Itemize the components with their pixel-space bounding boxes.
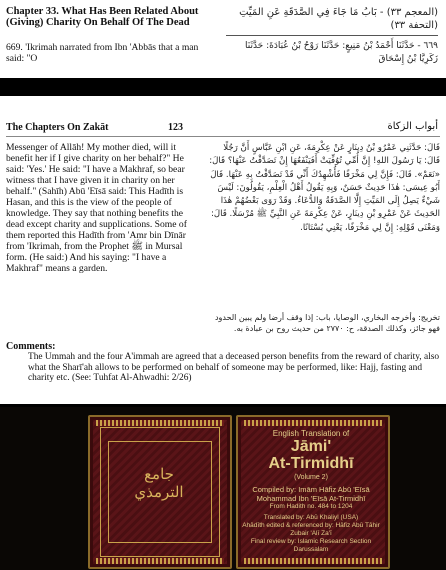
cover-title-line1: Jāmi': [290, 438, 332, 455]
book-page: [0, 96, 446, 404]
arabic-isnad: ٦٦٩ - حَدَّثَنَا أَحْمَدُ بْنُ مَنِيعٍ: حَدَّثَنَا رَوْحُ بْنُ عُبَادَةَ: حَدَّثَنَا زَكَرِيَّا بْنُ إِسْحَاقَ: [245, 41, 438, 64]
ornament-band: [244, 420, 382, 426]
cover-compiler: Compiled by: Imām Hāfiz Abū 'Eīsā Mohammad Ibn 'Eīsā At-Tirmidhī: [252, 485, 370, 503]
separator-band: [0, 78, 446, 96]
hadith-intro: 669. 'Ikrimah narrated from Ibn 'Abbās that a man said: "O: [6, 42, 199, 64]
arabic-column: قَالَ: حَدَّثَنِي عَمْرُو بْنُ دِينَارٍ عَنْ عِكْرِمَةَ، عَنِ ابْنِ عَبَّاسٍ أَنَّ رَجُلًا قَالَ: يَا رَسُولَ اللهِ! إِنَّ أُمِّي تُوُفِّيَتْ أَفَيَنْفَعُهَا إِنْ تَصَدَّقْتُ عَنْهَا؟ قَالَ: «نَعَمْ». قَالَ: فَإِنَّ لِي مَخْرَفًا فَأُشْهِدُكَ أَنِّي قَدْ تَصَدَّقْتُ بِهِ عَنْهَا. قَالَ أَبُو عِيسَى: هٰذَا حَدِيثٌ حَسَنٌ، وَبِهِ يَقُولُ أَهْلُ الْعِلْمِ، يَقُولُونَ: لَيْسَ شَيْءٌ يَصِلُ إِلَى المَيِّتِ إِلَّا الصَّدَقَةُ وَالدُّعَاءُ. وَقَدْ رَوَى بَعْضُهُمْ هٰذَا الحَدِيثَ عَنْ عَمْرِو بْنِ دِينَارٍ، عَنْ عِكْرِمَةَ عَنِ النَّبِيِّ ﷺ مُرْسَلًا. قَالَ: وَمَعْنَى قَوْلِهِ: إِنَّ لِي مَخْرَفًا، يَعْنِي بُسْتَانًا.: [209, 143, 440, 233]
comments-label: Comments:: [6, 341, 56, 352]
cover-translator: Translated by: Abū Khaliyl (USA): [263, 514, 359, 521]
cover-editor: Ahādīth edited & referenced by: Hāfiz Abū Tāhir Zubair 'Alī Za'ī: [242, 522, 380, 537]
cover-subtitle: English Translation of: [272, 429, 350, 438]
page-number: 123: [168, 122, 183, 133]
cover-hadith-range: From Hadith no. 484 to 1204: [269, 503, 353, 510]
ornament-band: [96, 420, 224, 426]
ornament-band: [96, 558, 224, 564]
book-front-cover: [236, 415, 390, 569]
arabic-chapter-title: (المعجم ٣٣) - بَابُ مَا جَاءَ فِي الصَّدَقَةِ عَنِ المَيِّتِ (التحفة ٣٣): [226, 6, 438, 36]
chapter-title: Chapter 33. What Has Been Related About (Giving) Charity On Behalf Of The Dead: [6, 6, 199, 28]
book-back-cover: [88, 415, 232, 569]
english-column: Messenger of Allāh! My mother died, will it benefit her if I give charity on her behalf?" He said: 'Yes.' He said: "I have a Makhraf, so bear witness that I have given it in charity on her behalf." (Sahīh) Abū 'Eīsā said: This Hadīth is Hasan, and this is the view of the people of knowledge. They say that nothing benefits the dead except charity and supplications. Some of them reported this Hadīth from 'Amr bin Dīnār from 'Ikrimah, from the Prophet ﷺ in Mursal form. (He said:) And his saying: "I have a Makhraf" means a garden.: [6, 142, 187, 274]
cover-volume: (Volume 2): [294, 474, 328, 481]
arabic-chapter-block: [226, 6, 438, 66]
chapter-header-strip: [0, 0, 446, 78]
cover-title-block: [238, 429, 384, 554]
header-rule: [6, 136, 440, 137]
running-title-arabic: أبواب الزكاة: [387, 121, 438, 132]
comments-section: [6, 341, 440, 384]
running-title: The Chapters On Zakāt: [6, 122, 109, 133]
page-header: [0, 122, 446, 136]
cover-review: Final review by: Islamic Research Section Darussalam: [250, 538, 372, 553]
cover-title-line2: At-Tirmidhī: [268, 455, 354, 472]
comments-text: The Ummah and the four A'immah are agreed that a deceased person benefits from the reward of charity, also what the Sharī'ah allows to be performed on behalf of someone may be performed, like: Hajj, fasting and charity etc. (See: Tuhfat Al-Ahwadhi: 2/26): [28, 352, 440, 383]
arabic-calligraphy: جامع الترمذي: [134, 465, 184, 501]
book-cover-photo: [0, 407, 446, 570]
ornament-band: [244, 558, 382, 564]
takhrij-note: تخريج: وأخرجه البخاري، الوصايا، باب: إذا وقف أرضا ولم يبين الحدود فهو جائز، وكذلك الصدقة، ح: ٢٧٧٠ من حديث روح بن عبادة به.: [214, 313, 440, 333]
